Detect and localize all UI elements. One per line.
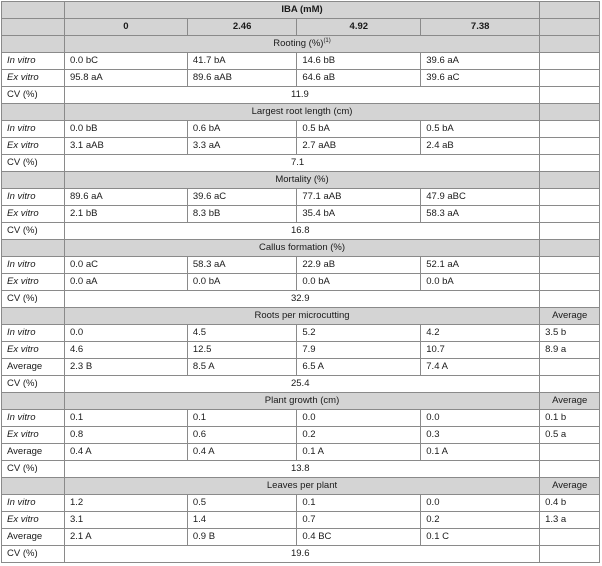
value-cell: 0.1 — [64, 410, 187, 427]
header-corner-right — [540, 2, 600, 19]
row-average: 0.1 b — [540, 410, 600, 427]
average-heading: Average — [540, 478, 600, 495]
row-average — [540, 206, 600, 223]
value-cell: 10.7 — [421, 342, 540, 359]
row-average — [540, 529, 600, 546]
value-cell: 7.9 — [297, 342, 421, 359]
section-title-text: Plant growth (cm) — [264, 395, 340, 406]
value-cell: 7.4 A — [421, 359, 540, 376]
value-cell: 95.8 aA — [64, 70, 187, 87]
value-cell: 4.2 — [421, 325, 540, 342]
section-title — [64, 36, 539, 53]
row-label: In vitro — [2, 325, 65, 342]
section-corner — [2, 478, 65, 495]
value-cell: 0.0 bC — [64, 53, 187, 70]
value-cell: 0.5 bA — [421, 121, 540, 138]
cv-value: 7.1 — [64, 155, 539, 172]
value-cell: 4.6 — [64, 342, 187, 359]
factor-heading: IBA (mM) — [64, 2, 539, 19]
section-title-row — [2, 36, 600, 53]
value-cell: 0.4 BC — [297, 529, 421, 546]
cv-value: 13.8 — [64, 461, 539, 478]
value-cell: 0.1 A — [421, 444, 540, 461]
row-average — [540, 189, 600, 206]
cv-label: CV (%) — [2, 223, 65, 240]
header-corner — [2, 2, 65, 19]
table-row — [2, 138, 600, 155]
average-heading — [540, 172, 600, 189]
header-row-factor — [2, 2, 600, 19]
table-row — [2, 274, 600, 291]
row-label: In vitro — [2, 495, 65, 512]
value-cell: 22.9 aB — [297, 257, 421, 274]
value-cell: 39.6 aA — [421, 53, 540, 70]
cv-row — [2, 461, 600, 478]
table-row — [2, 206, 600, 223]
value-cell: 0.4 A — [64, 444, 187, 461]
section-title — [64, 172, 539, 189]
value-cell: 3.1 — [64, 512, 187, 529]
section-title-row — [2, 172, 600, 189]
cv-label: CV (%) — [2, 155, 65, 172]
value-cell: 41.7 bA — [187, 53, 296, 70]
section-corner — [2, 240, 65, 257]
header-row-levels — [2, 19, 600, 36]
value-cell: 0.0 bA — [421, 274, 540, 291]
value-cell: 0.2 — [297, 427, 421, 444]
header-corner — [2, 19, 65, 36]
table-row — [2, 427, 600, 444]
value-cell: 0.0 bA — [297, 274, 421, 291]
cv-blank — [540, 87, 600, 104]
section-title-text: Mortality (%) — [275, 174, 329, 185]
value-cell: 89.6 aA — [64, 189, 187, 206]
results-table-body — [2, 2, 600, 563]
value-cell: 58.3 aA — [187, 257, 296, 274]
table-row — [2, 70, 600, 87]
cv-label: CV (%) — [2, 87, 65, 104]
value-cell: 2.4 aB — [421, 138, 540, 155]
cv-label: CV (%) — [2, 291, 65, 308]
row-label: Ex vitro — [2, 274, 65, 291]
value-cell: 1.4 — [187, 512, 296, 529]
value-cell: 39.6 aC — [187, 189, 296, 206]
cv-blank — [540, 376, 600, 393]
row-average — [540, 70, 600, 87]
row-average: 0.5 a — [540, 427, 600, 444]
section-title-row — [2, 104, 600, 121]
value-cell: 58.3 aA — [421, 206, 540, 223]
value-cell: 4.5 — [187, 325, 296, 342]
row-label: Ex vitro — [2, 512, 65, 529]
section-corner — [2, 36, 65, 53]
value-cell: 0.1 — [297, 495, 421, 512]
cv-label: CV (%) — [2, 546, 65, 563]
value-cell: 39.6 aC — [421, 70, 540, 87]
level-heading: 0 — [64, 19, 187, 36]
average-heading: Average — [540, 308, 600, 325]
row-label: In vitro — [2, 53, 65, 70]
value-cell: 0.8 — [64, 427, 187, 444]
value-cell: 0.5 — [187, 495, 296, 512]
average-heading — [540, 104, 600, 121]
average-heading: Average — [540, 393, 600, 410]
average-heading — [540, 240, 600, 257]
row-label: Ex vitro — [2, 427, 65, 444]
cv-row — [2, 376, 600, 393]
section-corner — [2, 104, 65, 121]
value-cell: 0.4 A — [187, 444, 296, 461]
value-cell: 0.7 — [297, 512, 421, 529]
row-average — [540, 121, 600, 138]
value-cell: 8.5 A — [187, 359, 296, 376]
value-cell: 0.2 — [421, 512, 540, 529]
section-title-text: Largest root length (cm) — [251, 106, 353, 117]
value-cell: 14.6 bB — [297, 53, 421, 70]
value-cell: 77.1 aAB — [297, 189, 421, 206]
value-cell: 6.5 A — [297, 359, 421, 376]
value-cell: 1.2 — [64, 495, 187, 512]
value-cell: 0.0 aA — [64, 274, 187, 291]
row-label: Average — [2, 359, 65, 376]
cv-blank — [540, 291, 600, 308]
row-average — [540, 138, 600, 155]
row-label: In vitro — [2, 257, 65, 274]
value-cell: 0.0 — [421, 495, 540, 512]
level-heading: 2.46 — [187, 19, 296, 36]
section-title-text: Leaves per plant — [266, 480, 338, 491]
table-row — [2, 495, 600, 512]
row-average — [540, 53, 600, 70]
value-cell: 3.1 aAB — [64, 138, 187, 155]
value-cell: 0.0 — [64, 325, 187, 342]
cv-blank — [540, 155, 600, 172]
value-cell: 52.1 aA — [421, 257, 540, 274]
row-label: In vitro — [2, 189, 65, 206]
table-row — [2, 121, 600, 138]
cv-row — [2, 87, 600, 104]
value-cell: 0.1 C — [421, 529, 540, 546]
row-average: 1.3 a — [540, 512, 600, 529]
header-corner-right — [540, 19, 600, 36]
section-title — [64, 308, 539, 325]
cv-blank — [540, 461, 600, 478]
value-cell: 0.9 B — [187, 529, 296, 546]
section-title — [64, 104, 539, 121]
row-label: Ex vitro — [2, 342, 65, 359]
value-cell: 0.0 bB — [64, 121, 187, 138]
table-row — [2, 529, 600, 546]
row-label: Ex vitro — [2, 206, 65, 223]
level-heading: 7.38 — [421, 19, 540, 36]
row-average — [540, 444, 600, 461]
results-table — [1, 1, 600, 563]
cv-row — [2, 155, 600, 172]
value-cell: 0.0 aC — [64, 257, 187, 274]
cv-value: 11.9 — [64, 87, 539, 104]
value-cell: 0.6 — [187, 427, 296, 444]
table-row — [2, 325, 600, 342]
value-cell: 12.5 — [187, 342, 296, 359]
table-row — [2, 444, 600, 461]
cv-row — [2, 291, 600, 308]
value-cell: 0.1 — [187, 410, 296, 427]
value-cell: 2.1 A — [64, 529, 187, 546]
value-cell: 8.3 bB — [187, 206, 296, 223]
section-title-row — [2, 308, 600, 325]
value-cell: 0.5 bA — [297, 121, 421, 138]
row-label: In vitro — [2, 410, 65, 427]
value-cell: 5.2 — [297, 325, 421, 342]
cv-label: CV (%) — [2, 461, 65, 478]
cv-value: 19.6 — [64, 546, 539, 563]
section-title — [64, 393, 539, 410]
value-cell: 0.3 — [421, 427, 540, 444]
value-cell: 2.3 B — [64, 359, 187, 376]
value-cell: 0.0 — [297, 410, 421, 427]
cv-row — [2, 223, 600, 240]
row-label: Ex vitro — [2, 138, 65, 155]
section-title-text: Roots per microcutting — [254, 310, 350, 321]
table-row — [2, 512, 600, 529]
value-cell: 0.0 — [421, 410, 540, 427]
section-title-row — [2, 478, 600, 495]
level-heading: 4.92 — [297, 19, 421, 36]
value-cell: 0.0 bA — [187, 274, 296, 291]
cv-value: 32.9 — [64, 291, 539, 308]
cv-row — [2, 546, 600, 563]
row-average: 3.5 b — [540, 325, 600, 342]
average-heading — [540, 36, 600, 53]
cv-blank — [540, 546, 600, 563]
section-title-text: Callus formation (%) — [258, 242, 346, 253]
row-label: Ex vitro — [2, 70, 65, 87]
cv-value: 25.4 — [64, 376, 539, 393]
value-cell: 3.3 aA — [187, 138, 296, 155]
table-row — [2, 257, 600, 274]
row-label: Average — [2, 444, 65, 461]
value-cell: 0.6 bA — [187, 121, 296, 138]
section-title-row — [2, 240, 600, 257]
cv-blank — [540, 223, 600, 240]
table-row — [2, 189, 600, 206]
table-row — [2, 359, 600, 376]
section-title-row — [2, 393, 600, 410]
section-title — [64, 240, 539, 257]
value-cell: 89.6 aAB — [187, 70, 296, 87]
table-row — [2, 342, 600, 359]
section-corner — [2, 308, 65, 325]
value-cell: 2.7 aAB — [297, 138, 421, 155]
section-title — [64, 478, 539, 495]
value-cell: 0.1 A — [297, 444, 421, 461]
cv-label: CV (%) — [2, 376, 65, 393]
cv-value: 16.8 — [64, 223, 539, 240]
row-average — [540, 257, 600, 274]
footnote-marker: (1) — [323, 37, 331, 44]
row-average: 0.4 b — [540, 495, 600, 512]
section-corner — [2, 172, 65, 189]
value-cell: 2.1 bB — [64, 206, 187, 223]
table-row — [2, 410, 600, 427]
section-corner — [2, 393, 65, 410]
row-average: 8.9 a — [540, 342, 600, 359]
value-cell: 47.9 aBC — [421, 189, 540, 206]
table-row — [2, 53, 600, 70]
row-average — [540, 359, 600, 376]
value-cell: 64.6 aB — [297, 70, 421, 87]
row-average — [540, 274, 600, 291]
value-cell: 35.4 bA — [297, 206, 421, 223]
row-label: Average — [2, 529, 65, 546]
row-label: In vitro — [2, 121, 65, 138]
section-title-text: Rooting (%) — [273, 38, 324, 49]
